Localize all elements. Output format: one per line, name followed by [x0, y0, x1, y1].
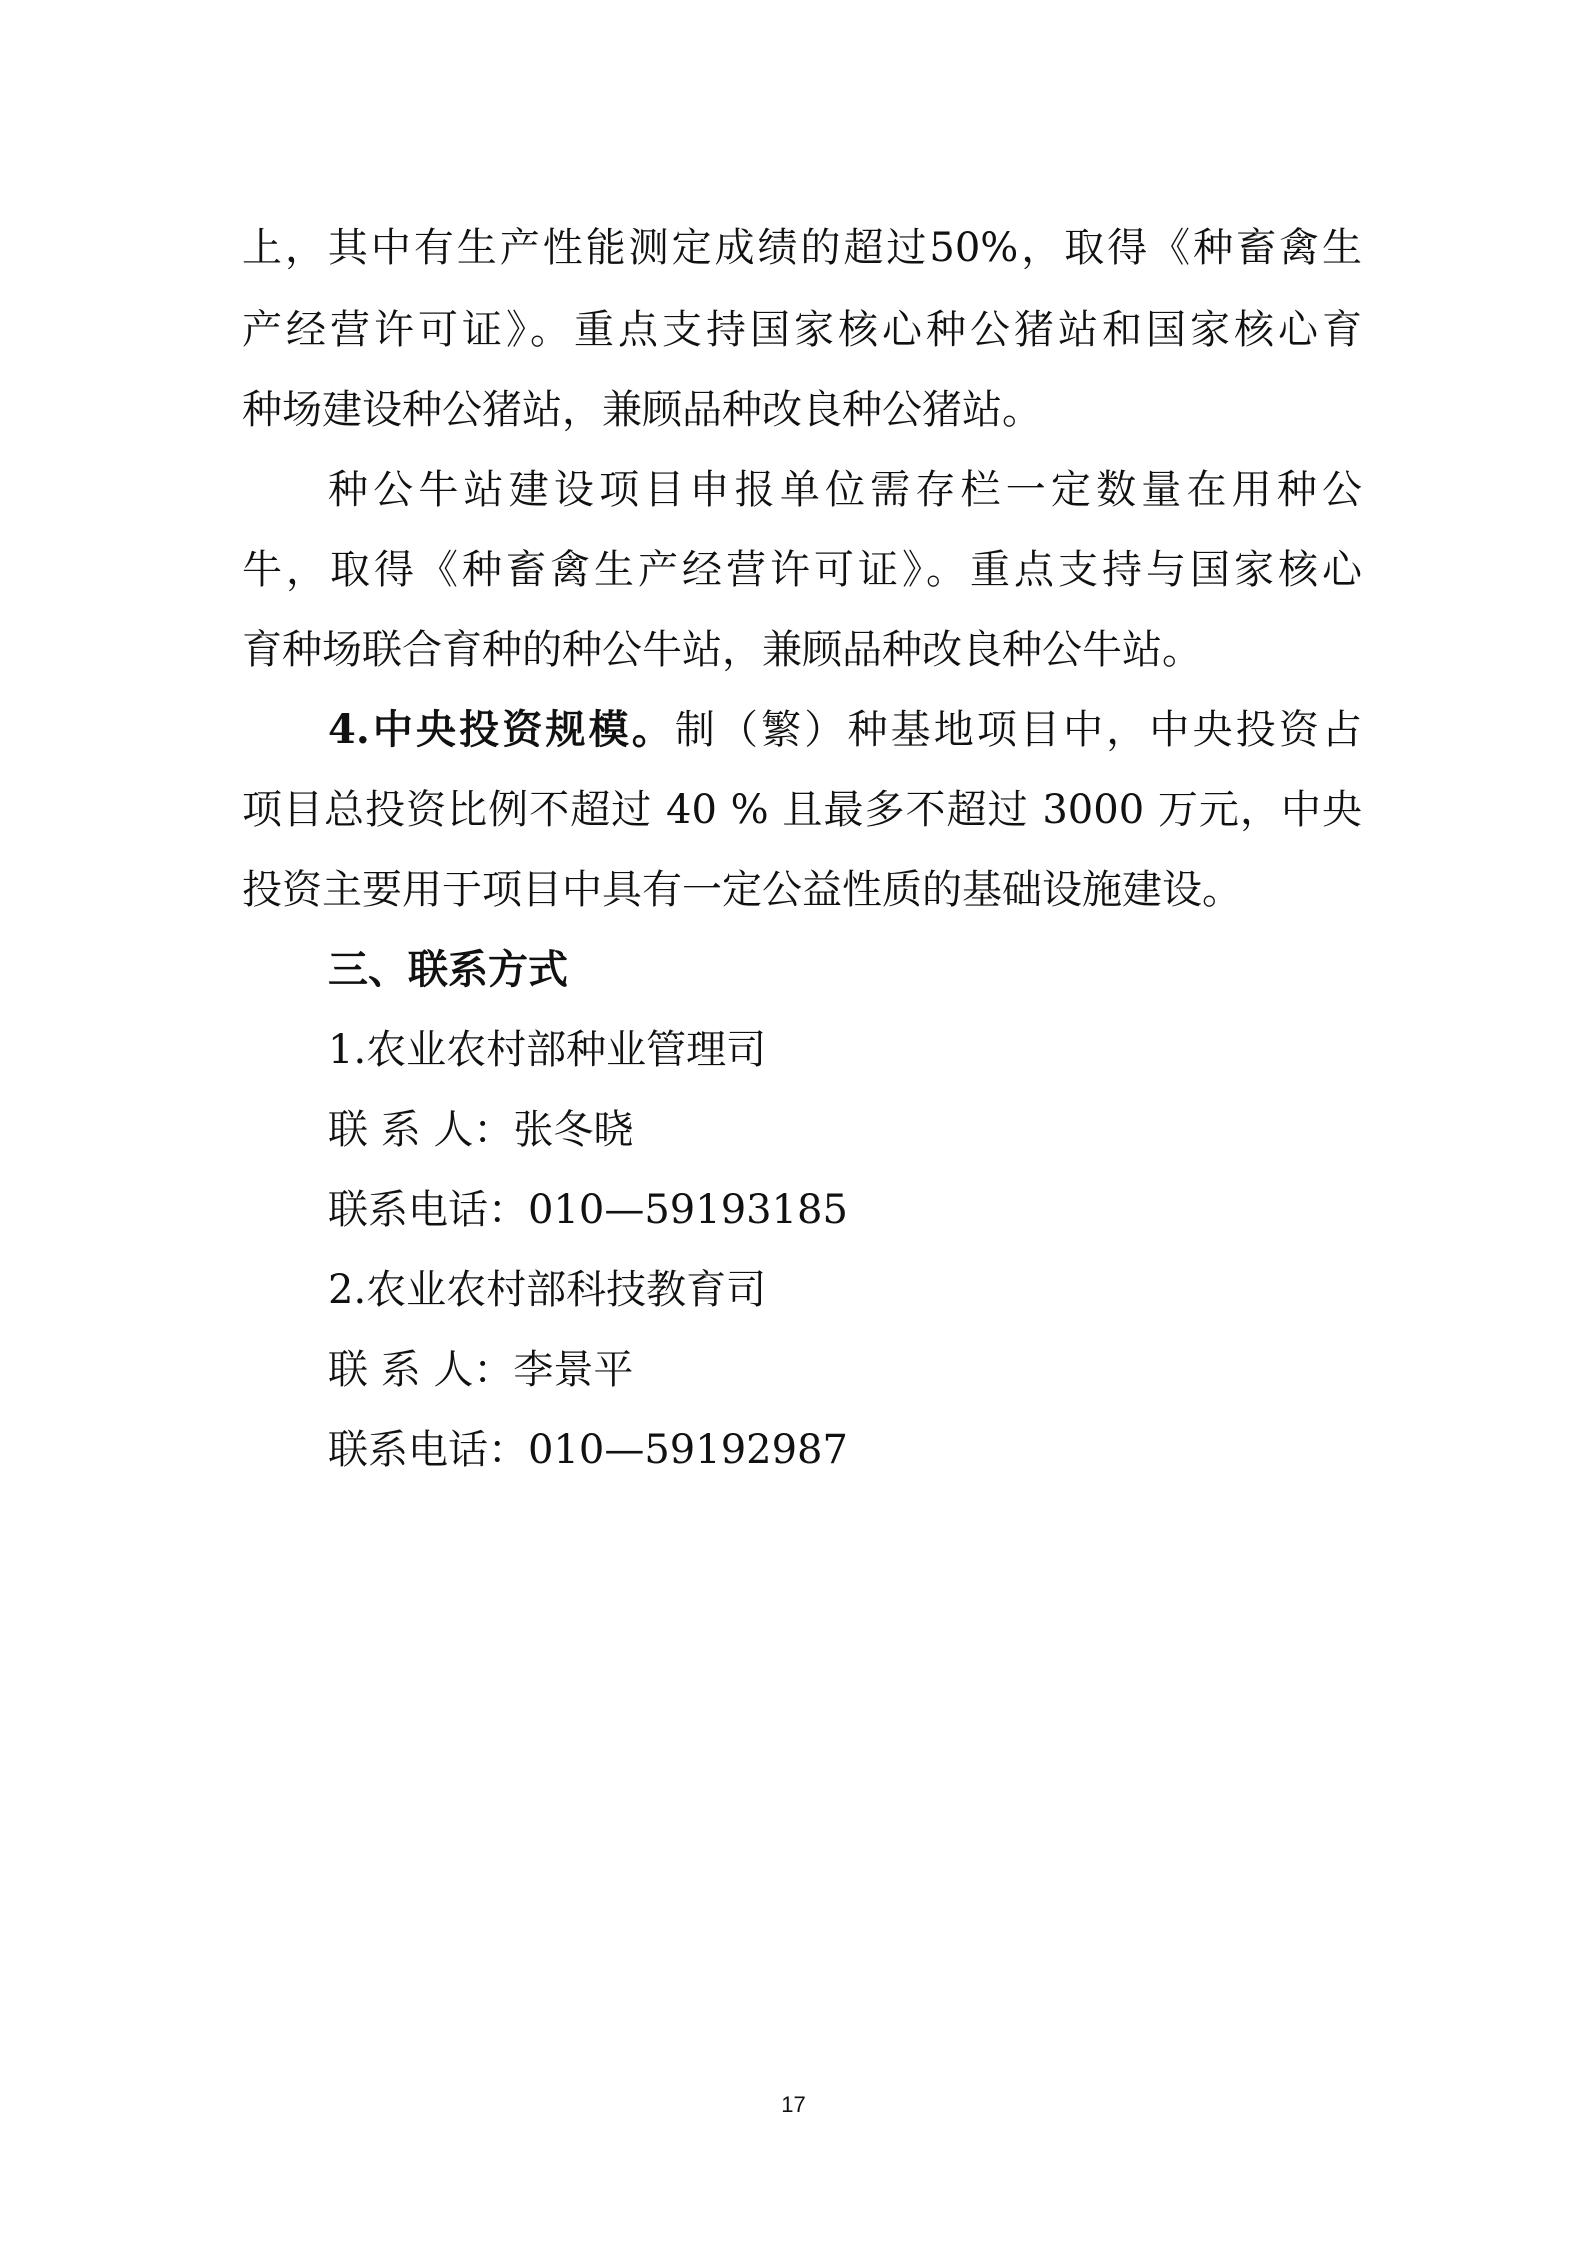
paragraph-line: 种公牛站建设项目申报单位需存栏一定数量在用种公: [328, 467, 1362, 513]
paragraph-line: [328, 690, 1362, 770]
paragraph-line: 项目总投资比例不超过 40 % 且最多不超过 3000 万元，中央: [242, 787, 1362, 833]
paragraph-line: 种场建设种公猪站，兼顾品种改良种公猪站。: [242, 387, 1042, 433]
contact-phone: 联系电话：010—59193185: [328, 1187, 848, 1233]
investment-heading: 4.中央投资规模。: [328, 706, 675, 753]
section-heading: 三、联系方式: [328, 946, 568, 993]
contact-person: 联 系 人：李景平: [328, 1347, 634, 1393]
contact-phone: 联系电话：010—59192987: [328, 1427, 848, 1473]
investment-text: 制（繁）种基地项目中，中央投资占: [674, 707, 1362, 753]
paragraph-line: 投资主要用于项目中具有一定公益性质的基础设施建设。: [242, 867, 1242, 913]
contact-person: 联 系 人：张冬晓: [328, 1107, 634, 1153]
contact-org: 2.农业农村部科技教育司: [328, 1267, 767, 1313]
page-number: 17: [781, 2092, 806, 2117]
paragraph-line: 牛，取得《种畜禽生产经营许可证》。重点支持与国家核心: [242, 547, 1362, 593]
paragraph-line: 产经营许可证》。重点支持国家核心种公猪站和国家核心育: [242, 307, 1362, 353]
paragraph-line: 上，其中有生产性能测定成绩的超过50%，取得《种畜禽生: [242, 225, 1362, 271]
paragraph-line: 育种场联合育种的种公牛站，兼顾品种改良种公牛站。: [242, 627, 1202, 673]
contact-org: 1.农业农村部种业管理司: [328, 1027, 767, 1073]
